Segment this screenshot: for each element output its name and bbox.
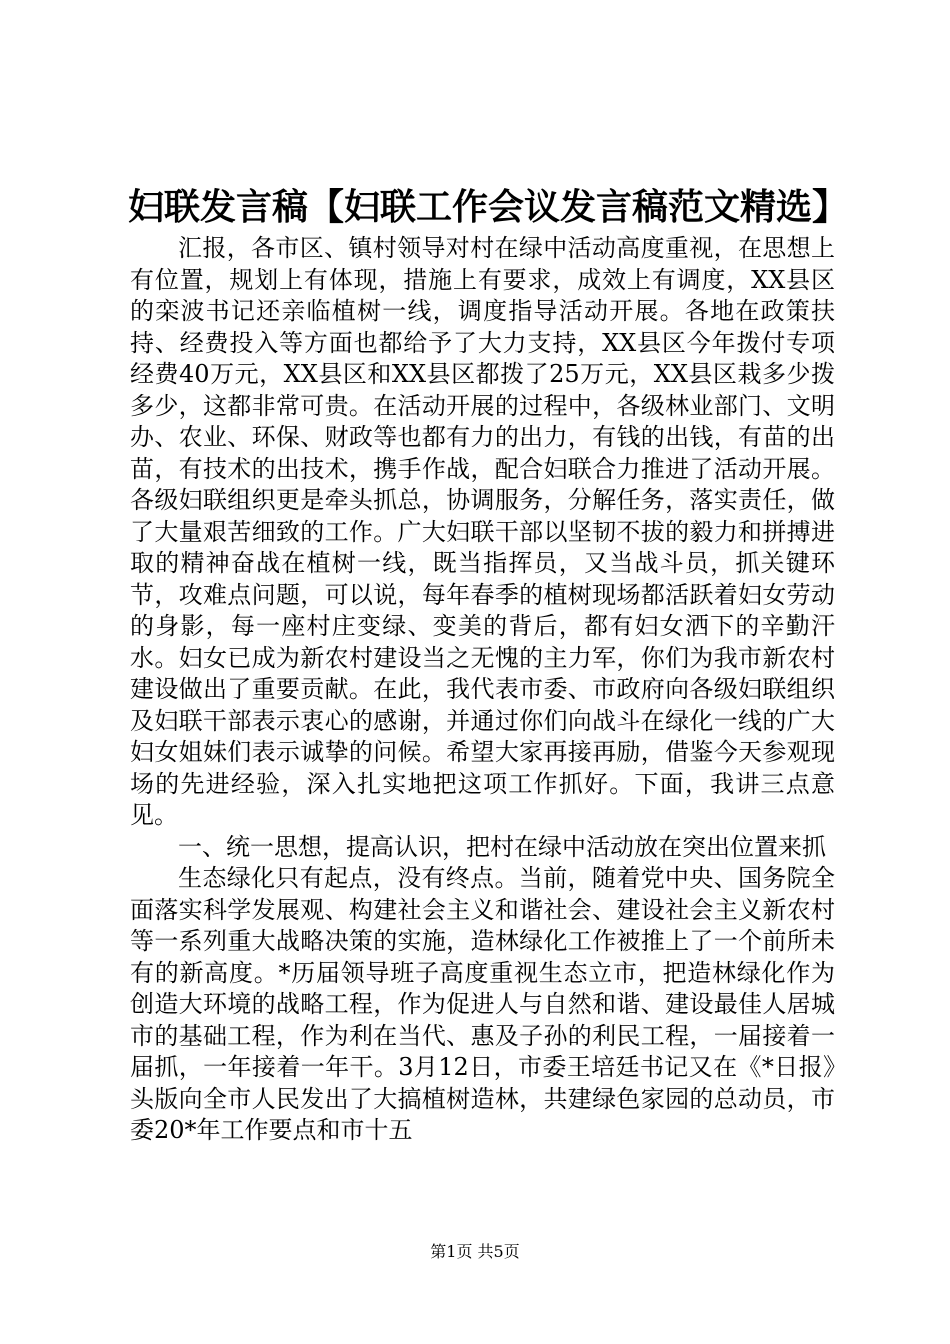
page-footer: 第1页 共5页 — [430, 1242, 520, 1261]
document-title: 妇联发言稿【妇联工作会议发言稿范文精选】 — [128, 186, 849, 228]
document-body — [130, 233, 835, 1147]
section-heading: 一、统一思想，提高认识，把村在绿中活动放在突出位置来抓 — [178, 832, 826, 861]
body-paragraph: 汇报，各市区、镇村领导对村在绿中活动高度重视，在思想上有位置，规划上有体现，措施上有要求，成效上有调度，XX县区的栾波书记还亲临植树一线，调度指导活动开展。各地在政策扶持、经费投入等方面也都给予了大力支持，XX县区今年拨付专项经费40万元，XX县区和XX县区都拨了25万元，XX县区栽多少拨多少，这都非常可贵。在活动开展的过程中，各级林业部门、文明办、农业、环保、财政等也都有力的出力，有钱的出钱，有苗的出苗，有技术的出技术，携手作战，配合妇联合力推进了活动开展。各级妇联组织更是牵头抓总，协调服务，分解任务，落实责任，做了大量艰苦细致的工作。广大妇联干部以坚韧不拔的毅力和拼搏进取的精神奋战在植树一线，既当指挥员，又当战斗员，抓关键环节，攻难点问题，可以说，每年春季的植树现场都活跃着妇女劳动的身影，每一座村庄变绿、变美的背后，都有妇女洒下的辛勤汗水。妇女已成为新农村建设当之无愧的主力军，你们为我市新农村建设做出了重要贡献。在此，我代表市委、市政府向各级妇联组织及妇联干部表示衷心的感谢，并通过你们向战斗在绿化一线的广大妇女姐妹们表示诚挚的问候。希望大家再接再励，借鉴今天参观现场的先进经验，深入扎实地把这项工作抓好。下面，我讲三点意见。 — [130, 234, 835, 829]
body-paragraph: 生态绿化只有起点，没有终点。当前，随着党中央、国务院全面落实科学发展观、构建社会主义和谐社会、建设社会主义新农村等一系列重大战略决策的实施，造林绿化工作被推上了一个前所未有的新高度。*历届领导班子高度重视生态立市，把造林绿化作为创造大环境的战略工程，作为促进人与自然和谐、建设最佳人居城市的基础工程，作为利在当代、惠及子孙的利民工程，一届接着一届抓，一年接着一年干。3月12日，市委王培廷书记又在《*日报》头版向全市人民发出了大搞植树造林，共建绿色家园的总动员，市委20*年工作要点和市十五 — [130, 864, 835, 1144]
